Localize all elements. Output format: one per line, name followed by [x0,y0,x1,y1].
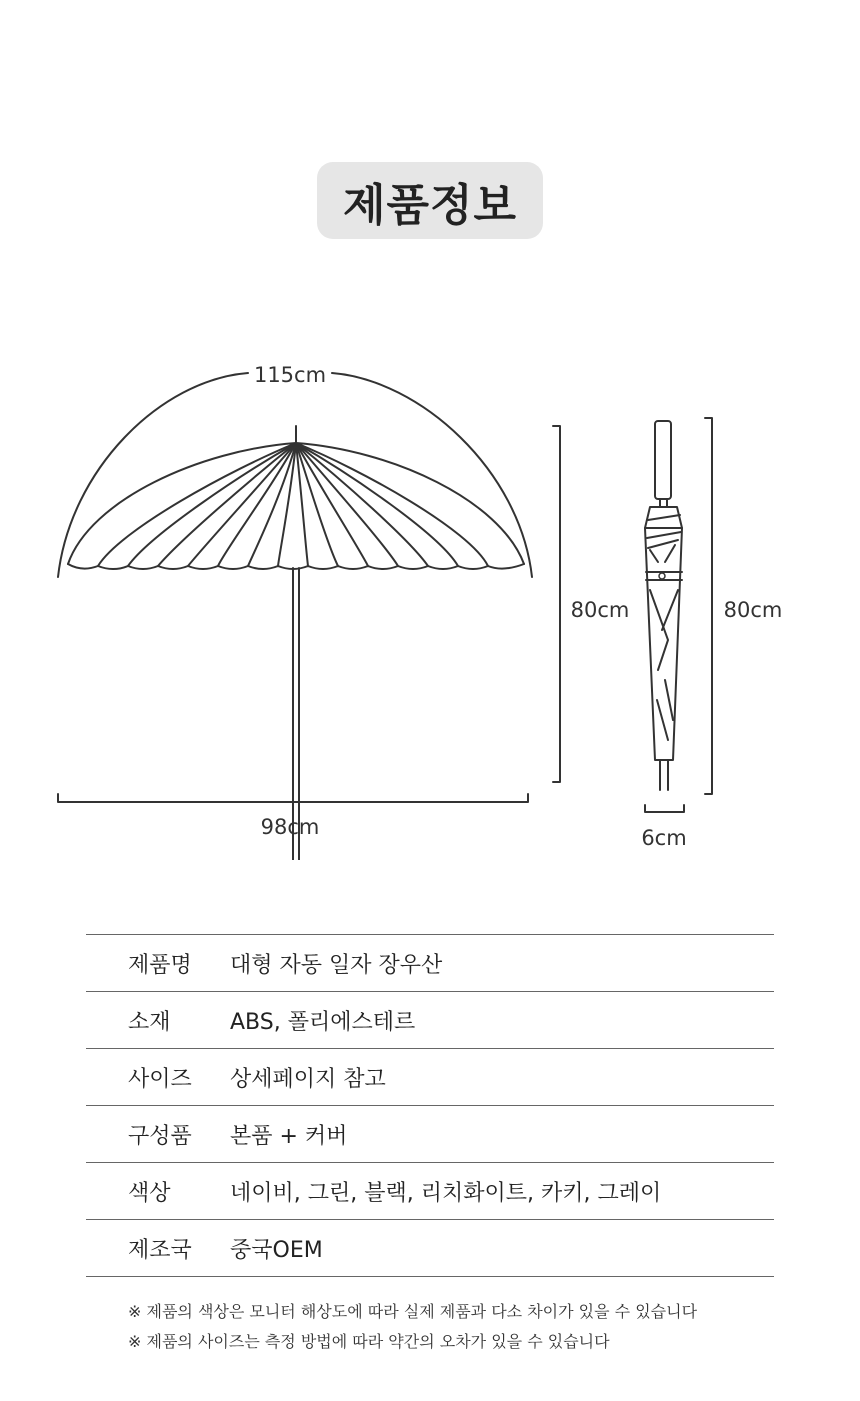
spec-value: 네이비, 그린, 블랙, 리치화이트, 카키, 그레이 [230,1180,662,1206]
canopy-outline [68,443,524,564]
closed-umbrella [645,421,682,790]
spec-label: 구성품 [128,1123,192,1149]
canopy-arc-label: 115cm [253,363,327,387]
open-height-bracket [553,426,560,782]
closed-width-label: 6cm [641,826,687,850]
title-badge [317,162,543,239]
spec-value: ABS, 폴리에스테르 [230,1009,416,1035]
closed-width-bracket [645,805,684,812]
width-label: 98cm [260,815,320,839]
table-row [86,1049,774,1106]
spec-table [86,934,774,1277]
page-title: 제품정보 [342,179,517,231]
canopy-ribs [98,443,488,566]
umbrella-diagram [0,300,860,860]
table-row [86,1163,774,1220]
table-row [86,935,774,992]
spec-value: 중국OEM [230,1237,323,1263]
note-size: ※ 제품의 사이즈는 측정 방법에 따라 약간의 오차가 있을 수 있습니다 [128,1332,610,1351]
spec-label: 제조국 [128,1237,192,1263]
closed-height-label: 80cm [723,598,783,622]
notes [128,1297,697,1357]
spec-label: 제품명 [128,952,192,978]
canopy-scallop-edge [68,564,524,569]
open-height-label: 80cm [570,598,630,622]
spec-label: 소재 [128,1009,171,1035]
note-color: ※ 제품의 색상은 모니터 해상도에 따라 실제 제품과 다소 차이가 있을 수 있습니다 [128,1302,698,1321]
table-row [86,1220,774,1277]
spec-label: 색상 [128,1180,171,1206]
spec-label: 사이즈 [128,1066,192,1092]
spec-value: 대형 자동 일자 장우산 [230,952,443,978]
table-row [86,992,774,1049]
spec-value: 본품 + 커버 [230,1123,348,1149]
canopy-arc-line [58,373,532,577]
spec-value: 상세페이지 참고 [230,1066,386,1092]
umbrella-runner [659,573,665,579]
table-row [86,1106,774,1163]
closed-height-bracket [705,418,712,794]
